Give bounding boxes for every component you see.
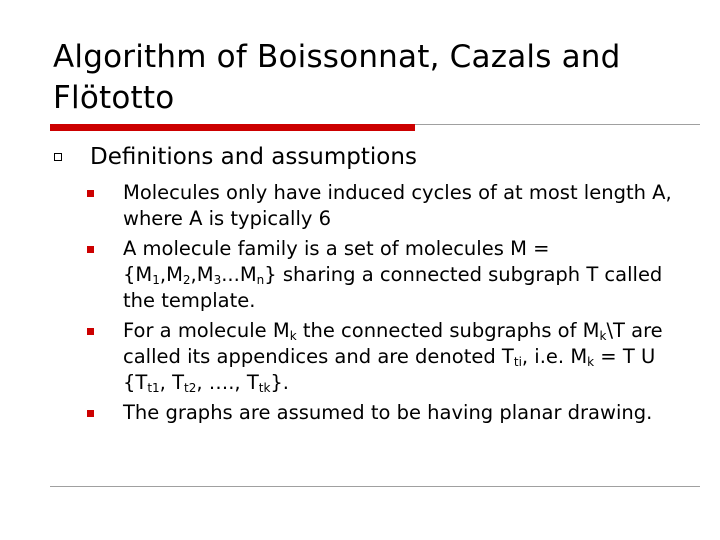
section-heading: Definitions and assumptions — [90, 144, 417, 170]
subscript: 1 — [152, 273, 160, 287]
item-text: , …., T — [196, 371, 259, 394]
subscript: k — [599, 329, 607, 343]
subscript: ti — [513, 355, 522, 369]
subscript: t1 — [147, 381, 160, 395]
subscript: t2 — [183, 381, 197, 395]
item-text: , i.e. M — [521, 345, 588, 368]
item-text: }. — [270, 371, 289, 394]
item-text: For a molecule M — [123, 319, 290, 342]
square-bullet-icon — [87, 190, 94, 197]
item-text: A molecule family is a set of molecules M = {M — [123, 237, 550, 286]
item-text: the connected subgraphs of M — [296, 319, 600, 342]
subscript: 3 — [213, 273, 222, 287]
bottom-divider — [50, 486, 700, 487]
title-accent-bar — [50, 124, 415, 131]
item-text: ,M — [190, 263, 214, 286]
subscript: n — [256, 273, 265, 287]
item-text: , T — [159, 371, 184, 394]
square-bullet-icon — [87, 410, 94, 417]
item-text: = T U {T — [123, 345, 656, 394]
item-text: The graphs are assumed to be having planar drawing. — [123, 401, 653, 424]
list-item — [87, 318, 687, 396]
subscript: tk — [258, 381, 271, 395]
slide-title: Algorithm of Boissonnat, Cazals and Flötotto — [53, 39, 621, 116]
item-text: } sharing a connected subgraph T called the template. — [123, 263, 663, 312]
item-text: ,M — [159, 263, 183, 286]
item-text: ...M — [221, 263, 257, 286]
item-text: Molecules only have induced cycles of at most length A, where A is typically 6 — [123, 181, 672, 230]
list-item — [87, 180, 687, 232]
square-bullet-icon — [87, 246, 94, 253]
list-item — [87, 400, 687, 426]
subscript: k — [587, 355, 595, 369]
hollow-square-bullet-icon — [54, 153, 62, 161]
item-text: \T are called its appendices and are denoted T — [123, 319, 663, 368]
subscript: k — [289, 329, 297, 343]
list-item — [87, 236, 687, 314]
square-bullet-icon — [87, 328, 94, 335]
bullet-list — [87, 180, 687, 426]
subscript: 2 — [182, 273, 191, 287]
